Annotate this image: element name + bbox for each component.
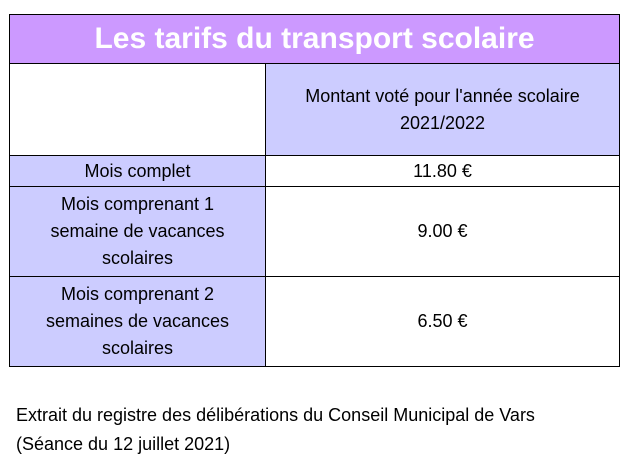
table-title: Les tarifs du transport scolaire [10, 15, 620, 64]
table-row [10, 277, 620, 367]
header-amount-cell [266, 64, 620, 156]
row-label-line: semaine de vacances [50, 221, 225, 241]
table-row [10, 187, 620, 277]
source-note-line2: (Séance du 12 juillet 2021) [16, 434, 231, 454]
row-value-cell: 11.80 € [266, 156, 620, 187]
row-label-line: Mois complet [84, 160, 191, 181]
table-header-row [10, 64, 620, 156]
table-row [10, 156, 620, 187]
header-amount-line2: 2021/2022 [399, 112, 486, 133]
row-label-line: scolaires [101, 248, 174, 268]
row-label-line: Mois comprenant 1 [60, 194, 215, 214]
row-label-line: scolaires [101, 338, 174, 358]
table-title-row [10, 15, 620, 64]
tarifs-table [9, 14, 620, 367]
row-label-cell [10, 156, 266, 187]
row-label-cell [10, 277, 266, 367]
source-note [16, 401, 535, 459]
row-label-line: semaines de vacances [45, 311, 230, 331]
source-note-line1: Extrait du registre des délibérations du Conseil Municipal de Vars [16, 405, 535, 425]
row-value-cell: 6.50 € [266, 277, 620, 367]
row-value-cell: 9.00 € [266, 187, 620, 277]
row-label-cell [10, 187, 266, 277]
header-amount-line1: Montant voté pour l'année scolaire [305, 85, 580, 106]
row-label-line: Mois comprenant 2 [60, 284, 215, 304]
header-blank-cell [10, 64, 266, 156]
